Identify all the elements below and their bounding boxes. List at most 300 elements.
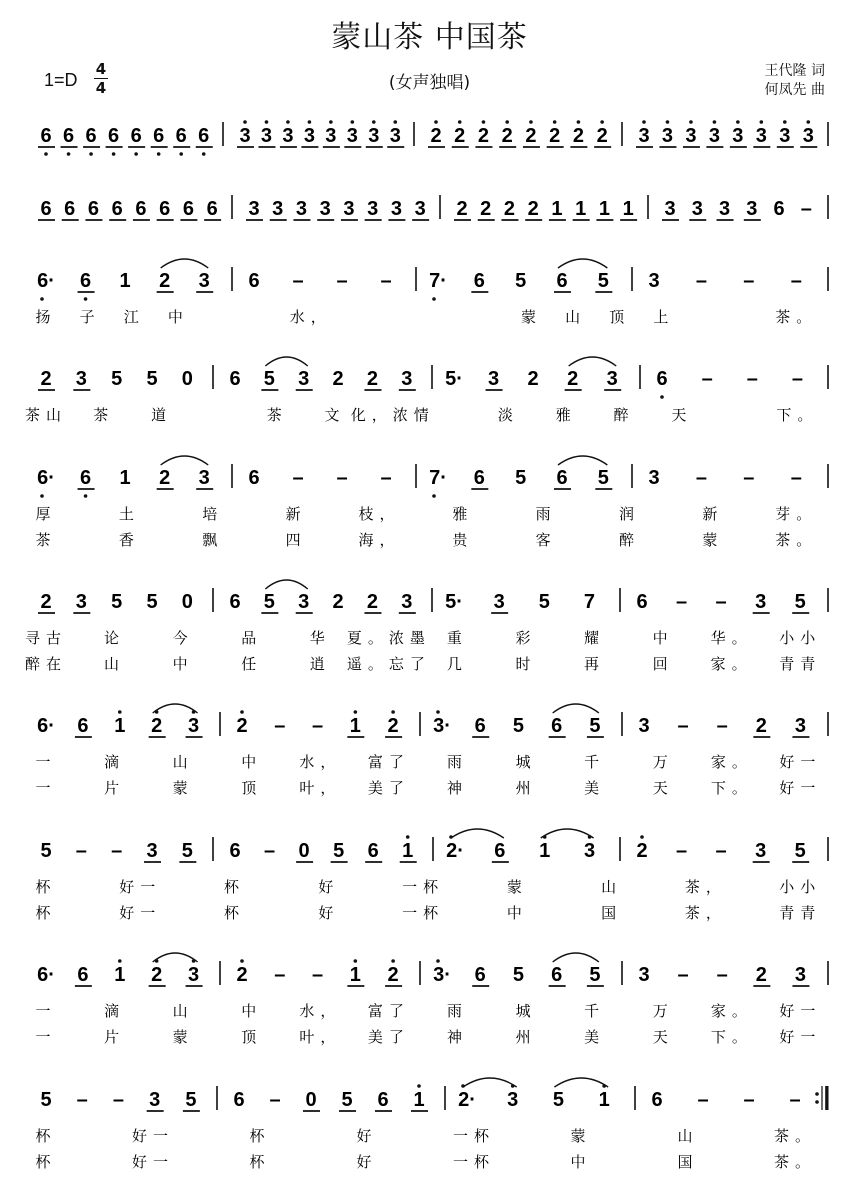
sustain-dash: – [336, 270, 348, 292]
note: 5 [146, 591, 158, 613]
lyric-syllable: 千 [584, 753, 606, 771]
lyric-syllable: 水， [299, 1002, 342, 1020]
lyric-syllable: 青青 [779, 904, 822, 922]
lyric-syllable: 水， [289, 308, 332, 326]
lyric-syllable: 四 [285, 531, 307, 549]
note: 3 [187, 964, 200, 986]
lyric-syllable: 雨 [447, 753, 469, 771]
song-title: 蒙山茶 中国茶 [331, 20, 528, 55]
note: 6· [37, 270, 55, 292]
note: 1 [622, 198, 634, 220]
tie-slur [553, 953, 599, 962]
note: 6 [229, 840, 241, 862]
note: 6 [79, 467, 92, 489]
lyric-syllable: 雅 [555, 406, 577, 424]
note: 3 [75, 368, 87, 390]
note: 3 [298, 368, 310, 390]
lyric-syllable: 天 [652, 779, 674, 797]
lyric-syllable: 下。 [710, 779, 753, 797]
note: 2 [527, 368, 539, 390]
note: 3 [638, 125, 650, 147]
repeat-dot [815, 1092, 819, 1096]
note: 3 [368, 125, 380, 147]
note: 1 [551, 198, 563, 220]
note: 2 [332, 591, 344, 613]
octave-dot-high [436, 710, 440, 714]
lyric-syllable: 几 [446, 655, 468, 673]
note: 6 [175, 125, 187, 147]
lyric-syllable: 叶， [299, 779, 342, 797]
octave-dot-high [329, 120, 333, 124]
note: 2 [40, 368, 52, 390]
note: 3 [732, 125, 744, 147]
note: 2 [477, 125, 490, 147]
lyric-syllable: 逍 [309, 655, 331, 673]
sustain-dash: – [789, 1089, 801, 1111]
lyric-syllable: 杯 [249, 1127, 271, 1145]
lyric-syllable: 城 [515, 1002, 537, 1020]
note: 5 [111, 591, 123, 613]
note: 6 [636, 591, 648, 613]
lyric-syllable: 芽。 [775, 505, 818, 523]
note: 6· [37, 467, 55, 489]
sustain-dash: – [675, 591, 688, 613]
note: 0 [305, 1089, 317, 1111]
octave-dot-low [660, 395, 664, 399]
lyric-syllable: 顶 [609, 308, 631, 326]
note: 2 [501, 125, 513, 147]
sustain-dash: – [75, 840, 87, 862]
note: 1 [575, 198, 587, 220]
lyric-syllable: 遥。忘了 [346, 655, 431, 673]
octave-dot-high [354, 959, 358, 963]
note: 5 [512, 715, 525, 737]
lyric-syllable: 土 [118, 505, 140, 523]
lyric-syllable: 新 [285, 505, 307, 523]
lyric-syllable: 美了 [367, 1028, 410, 1046]
note: 3 [390, 198, 402, 220]
octave-dot-high [118, 710, 122, 714]
note: 5 [181, 840, 193, 862]
note: 3 [325, 125, 337, 147]
octave-dot-low [179, 152, 183, 156]
note: 3 [779, 125, 791, 147]
lyric-syllable: 小小 [779, 629, 822, 647]
lyric-syllable: 山 [677, 1127, 699, 1145]
lyric-syllable: 千 [584, 1002, 606, 1020]
sustain-dash: – [311, 964, 324, 986]
note: 2 [387, 964, 399, 986]
lyric-syllable: 水， [299, 753, 342, 771]
lyric-syllable: 叶， [299, 1028, 342, 1046]
lyric-syllable: 厚 [35, 505, 57, 523]
tie-slur [153, 953, 198, 962]
note: 6 [229, 591, 241, 613]
octave-dot-low [157, 152, 161, 156]
lyric-syllable: 州 [515, 779, 537, 797]
note: 3· [433, 964, 451, 986]
note: 3 [755, 840, 767, 862]
octave-dot-low [67, 152, 71, 156]
note: 6 [198, 125, 210, 147]
octave-dot-low [432, 494, 436, 498]
octave-dot-high [529, 120, 533, 124]
note: 5· [445, 368, 463, 390]
octave-dot-low [432, 297, 436, 301]
sustain-dash: – [695, 270, 707, 292]
lyric-syllable: 中 [241, 1002, 263, 1020]
lyric-syllable: 杯 [224, 878, 246, 896]
lyric-syllable: 好 [356, 1127, 378, 1145]
lyric-syllable: 茶 [93, 406, 115, 424]
note: 3 [298, 591, 310, 613]
note: 5 [589, 715, 601, 737]
lyric-syllable: 茶山 [24, 406, 68, 424]
octave-dot-low [112, 152, 116, 156]
octave-dot-low [84, 494, 88, 498]
note: 6 [108, 125, 120, 147]
note: 5 [512, 964, 525, 986]
note: 5 [146, 368, 158, 390]
note: 3 [343, 198, 355, 220]
note: 2 [755, 964, 767, 986]
lyric-syllable: 蒙 [172, 779, 194, 797]
lyric-syllable: 滴 [104, 1002, 126, 1020]
note: 5 [538, 591, 550, 613]
note: 3 [198, 270, 210, 292]
lyric-syllable: 山 [172, 1002, 194, 1020]
note: 6 [474, 964, 486, 986]
tie-slur [554, 1078, 608, 1087]
note: 7· [429, 467, 447, 489]
lyric-syllable: 美 [584, 1028, 606, 1046]
lyric-syllable: 论 [104, 629, 126, 647]
octave-dot-high [505, 120, 509, 124]
lyric-syllable: 片 [104, 1028, 126, 1046]
note: 2 [151, 715, 163, 737]
sustain-dash: – [743, 270, 755, 292]
sustain-dash: – [380, 270, 392, 292]
note: 6 [773, 198, 785, 220]
lyric-syllable: 片 [104, 779, 126, 797]
note: 5 [333, 840, 345, 862]
tie-slur [265, 580, 307, 589]
sustain-dash: – [112, 1089, 125, 1111]
sustain-dash: – [269, 1089, 281, 1111]
lyric-syllable: 家。 [710, 1002, 753, 1020]
octave-dot-high [642, 120, 646, 124]
lyric-syllable: 杯 [249, 1153, 271, 1171]
note: 6 [556, 467, 568, 489]
note: 1 [114, 715, 126, 737]
tie-slur [265, 357, 307, 366]
note: 2 [159, 270, 171, 292]
lyric-syllable: 海， [358, 531, 401, 549]
note: 6 [651, 1089, 663, 1111]
octave-dot-low [134, 152, 138, 156]
note: 3 [260, 125, 273, 147]
lyric-syllable: 一 [35, 779, 57, 797]
note: 6 [111, 198, 123, 220]
note: 3 [794, 964, 807, 986]
lyric-syllable: 重 [446, 629, 468, 647]
lyric-syllable: 好一 [779, 753, 822, 771]
tie-slur [161, 259, 209, 268]
octave-dot-high [372, 120, 376, 124]
lyric-syllable: 醉在 [24, 655, 68, 673]
octave-dot-low [84, 297, 88, 301]
note: 2 [480, 198, 492, 220]
lyric-syllable: 茶。 [775, 308, 818, 326]
octave-dot-high [417, 1084, 421, 1088]
note: 5 [597, 467, 609, 489]
note: 3 [802, 125, 814, 147]
note: 6 [153, 125, 165, 147]
lyric-syllable: 杯 [35, 904, 57, 922]
note: 2 [159, 467, 171, 489]
lyric-syllable: 雨 [535, 505, 557, 523]
lyric-syllable: 化，浓情 [350, 406, 435, 424]
sustain-dash: – [746, 368, 758, 390]
note: 2 [503, 198, 516, 220]
note: 2 [366, 368, 379, 390]
lyric-syllable: 杯 [35, 1127, 57, 1145]
note: 6 [40, 198, 52, 220]
note: 1 [598, 1089, 610, 1111]
lyric-syllable: 贵 [452, 531, 474, 549]
lyric-syllable: 雨 [447, 1002, 469, 1020]
note: 5 [263, 368, 275, 390]
lyric-syllable: 神 [447, 1028, 469, 1046]
note: 1 [349, 964, 361, 986]
lyric-syllable: 客 [535, 531, 557, 549]
lyric-syllable: 蒙 [520, 308, 542, 326]
lyric-syllable: 中 [506, 904, 528, 922]
tie-slur [558, 456, 607, 465]
sustain-dash: – [800, 198, 812, 220]
note: 5 [515, 270, 527, 292]
octave-dot-high [434, 120, 438, 124]
lyric-syllable: 新 [702, 505, 724, 523]
sustain-dash: – [675, 840, 688, 862]
lyric-syllable: 一杯 [452, 1153, 496, 1171]
octave-dot-high [666, 120, 670, 124]
repeat-dot [815, 1100, 819, 1104]
octave-dot-high [600, 120, 604, 124]
lyric-syllable: 培 [202, 505, 224, 523]
octave-dot-high [406, 835, 410, 839]
sustain-dash: – [715, 591, 727, 613]
lyric-syllable: 国 [601, 904, 623, 922]
lyricist-credit: 王代隆 词 [764, 63, 825, 79]
lyric-syllable: 顶 [241, 779, 263, 797]
octave-dot-high [436, 959, 440, 963]
note: 2 [549, 125, 561, 147]
sustain-dash: – [695, 467, 707, 489]
lyric-syllable: 香 [118, 531, 140, 549]
lyric-syllable: 杯 [35, 878, 57, 896]
note: 6 [85, 125, 97, 147]
lyric-syllable: 下。 [776, 406, 819, 424]
octave-dot-high [265, 120, 269, 124]
lyric-syllable: 好一 [119, 878, 162, 896]
note: 3 [303, 125, 315, 147]
octave-dot-high [351, 120, 355, 124]
time-signature-bottom: 4 [95, 79, 107, 97]
note: 3 [282, 125, 294, 147]
sustain-dash: – [677, 715, 689, 737]
note: 6 [77, 715, 89, 737]
lyric-syllable: 润 [619, 505, 641, 523]
lyric-syllable: 滴 [104, 753, 126, 771]
composer-credit: 何凤先 曲 [764, 82, 825, 98]
note: 2 [572, 125, 584, 147]
note: 3 [146, 840, 158, 862]
lyric-syllable: 好一 [131, 1153, 175, 1171]
sustain-dash: – [790, 467, 802, 489]
note: 3 [239, 125, 251, 147]
tie-slur [553, 704, 599, 713]
octave-dot-low [202, 152, 206, 156]
lyric-syllable: 好 [318, 878, 340, 896]
note: 3 [685, 125, 697, 147]
note: 5 [341, 1089, 353, 1111]
note: 5· [445, 591, 463, 613]
octave-dot-high [308, 120, 312, 124]
note: 2 [525, 125, 537, 147]
note: 5 [515, 467, 527, 489]
lyric-syllable: 枝， [358, 505, 401, 523]
lyric-syllable: 国 [677, 1153, 699, 1171]
sustain-dash: – [791, 368, 803, 390]
note: 6 [206, 198, 218, 220]
note: 2 [332, 368, 344, 390]
sustain-dash: – [743, 467, 755, 489]
sustain-dash: – [743, 1089, 755, 1111]
note: 6 [474, 715, 486, 737]
lyric-syllable: 天 [671, 406, 693, 424]
note: 1 [119, 467, 131, 489]
lyric-syllable: 醉 [619, 531, 641, 549]
note: 6 [130, 125, 142, 147]
note: 2 [430, 125, 442, 147]
tie-slur [463, 1078, 517, 1087]
note: 3 [606, 368, 618, 390]
sustain-dash: – [311, 715, 324, 737]
lyric-syllable: 中 [570, 1153, 592, 1171]
octave-dot-high [760, 120, 764, 124]
lyric-syllable: 山 [565, 308, 587, 326]
octave-dot-high [391, 710, 395, 714]
lyric-syllable: 一杯 [402, 878, 445, 896]
sustain-dash: – [790, 270, 802, 292]
note: 1 [114, 964, 126, 986]
note: 6 [40, 125, 52, 147]
lyric-syllable: 蒙 [172, 1028, 194, 1046]
note: 3 [664, 198, 676, 220]
lyric-syllable: 万 [652, 1002, 674, 1020]
note: 3 [584, 840, 596, 862]
sustain-dash: – [274, 715, 286, 737]
octave-dot-low [40, 494, 44, 498]
lyric-syllable: 青青 [779, 655, 822, 673]
tie-slur [451, 829, 504, 838]
note: 0 [181, 591, 193, 613]
lyric-syllable: 山 [601, 878, 623, 896]
lyric-syllable: 彩 [515, 629, 537, 647]
note: 6 [656, 368, 668, 390]
note: 2 [454, 125, 466, 147]
sustain-dash: – [292, 467, 304, 489]
tie-slur [569, 357, 617, 366]
note: 3 [149, 1089, 161, 1111]
octave-dot-high [243, 120, 247, 124]
lyric-syllable: 下。 [710, 1028, 753, 1046]
note: 3 [487, 368, 500, 390]
sustain-dash: – [292, 270, 304, 292]
tie-slur [153, 704, 198, 713]
note: 1 [349, 715, 361, 737]
lyric-syllable: 中 [652, 629, 674, 647]
sustain-dash: – [263, 840, 276, 862]
note: 3 [75, 591, 87, 613]
note: 6 [248, 270, 260, 292]
octave-dot-low [44, 152, 48, 156]
lyric-syllable: 小小 [779, 878, 822, 896]
note: 6 [229, 368, 241, 390]
lyric-syllable: 江 [123, 308, 145, 326]
note: 3 [401, 368, 413, 390]
note: 6 [551, 715, 563, 737]
lyric-syllable: 一杯 [402, 904, 445, 922]
octave-dot-high [118, 959, 122, 963]
note: 5 [111, 368, 123, 390]
lyric-syllable: 一杯 [452, 1127, 496, 1145]
lyric-syllable: 茶 [266, 406, 288, 424]
note: 3 [493, 591, 505, 613]
note: 6 [494, 840, 506, 862]
note: 2 [636, 840, 648, 862]
octave-dot-high [240, 710, 244, 714]
note: 6· [37, 964, 55, 986]
note: 6 [77, 964, 89, 986]
lyric-syllable: 蒙 [570, 1127, 592, 1145]
note: 3 [638, 715, 650, 737]
lyric-syllable: 子 [79, 308, 101, 326]
note: 6 [473, 270, 485, 292]
note: 5 [263, 591, 275, 613]
lyric-syllable: 再 [584, 655, 606, 673]
note: 3 [414, 198, 426, 220]
note: 2 [456, 198, 468, 220]
note: 2· [446, 840, 464, 862]
note: 6 [233, 1089, 245, 1111]
lyric-syllable: 耀 [584, 629, 606, 647]
note: 0 [298, 840, 310, 862]
lyric-syllable: 家。 [710, 655, 753, 673]
note: 3 [346, 125, 358, 147]
sustain-dash: – [697, 1089, 709, 1111]
note: 2 [40, 591, 52, 613]
lyric-syllable: 醉 [613, 406, 635, 424]
lyric-syllable: 好一 [779, 779, 822, 797]
note: 3 [507, 1089, 519, 1111]
note: 5 [597, 270, 609, 292]
lyric-syllable: 神 [447, 779, 469, 797]
lyric-syllable: 文 [324, 406, 346, 424]
lyric-syllable: 茶 [35, 531, 57, 549]
lyric-syllable: 茶， [684, 878, 727, 896]
